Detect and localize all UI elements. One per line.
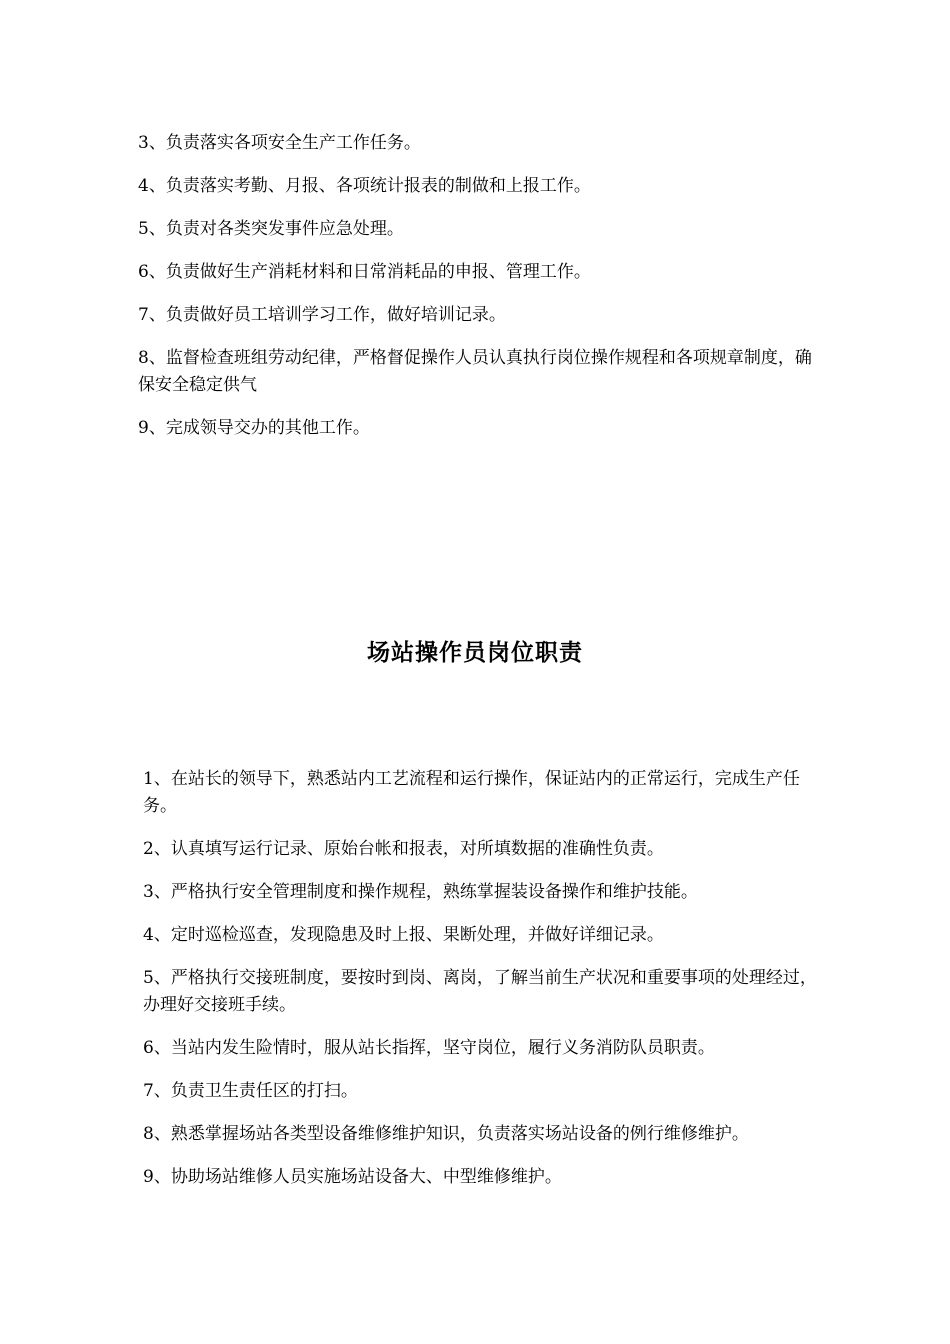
list-item: 5、负责对各类突发事件应急处理。 bbox=[138, 219, 404, 239]
list-item: 2、认真填写运行记录、原始台帐和报表，对所填数据的准确性负责。 bbox=[143, 839, 664, 859]
duty-list-previous bbox=[138, 130, 828, 458]
list-item: 3、严格执行安全管理制度和操作规程，熟练掌握装设备操作和维护技能。 bbox=[143, 882, 698, 902]
list-item: 6、负责做好生产消耗材料和日常消耗品的申报、管理工作。 bbox=[138, 262, 591, 282]
list-item: 9、协助场站维修人员实施场站设备大、中型维修维护。 bbox=[143, 1167, 562, 1187]
list-item: 8、监督检查班组劳动纪律，严格督促操作人员认真执行岗位操作规程和各项规章制度，确保安全稳定供气 bbox=[138, 348, 812, 395]
list-item: 4、负责落实考勤、月报、各项统计报表的制做和上报工作。 bbox=[138, 176, 591, 196]
list-item: 8、熟悉掌握场站各类型设备维修维护知识，负责落实场站设备的例行维修维护。 bbox=[143, 1124, 749, 1144]
list-item: 7、负责做好员工培训学习工作，做好培训记录。 bbox=[138, 305, 506, 325]
list-item: 5、严格执行交接班制度，要按时到岗、离岗，了解当前生产状况和重要事项的处理经过，办理好交接班手续。 bbox=[143, 968, 817, 1015]
list-item: 9、完成领导交办的其他工作。 bbox=[138, 418, 370, 438]
list-item: 1、在站长的领导下，熟悉站内工艺流程和运行操作，保证站内的正常运行，完成生产任务。 bbox=[143, 769, 800, 816]
list-item: 7、负责卫生责任区的打扫。 bbox=[143, 1081, 358, 1101]
section-title: 场站操作员岗位职责 bbox=[367, 639, 583, 666]
list-item: 3、负责落实各项安全生产工作任务。 bbox=[138, 133, 421, 153]
list-item: 4、定时巡检巡查，发现隐患及时上报、果断处理，并做好详细记录。 bbox=[143, 925, 664, 945]
list-item: 6、当站内发生险情时，服从站长指挥，坚守岗位，履行义务消防队员职责。 bbox=[143, 1038, 715, 1058]
duty-list-operator bbox=[143, 766, 833, 1207]
